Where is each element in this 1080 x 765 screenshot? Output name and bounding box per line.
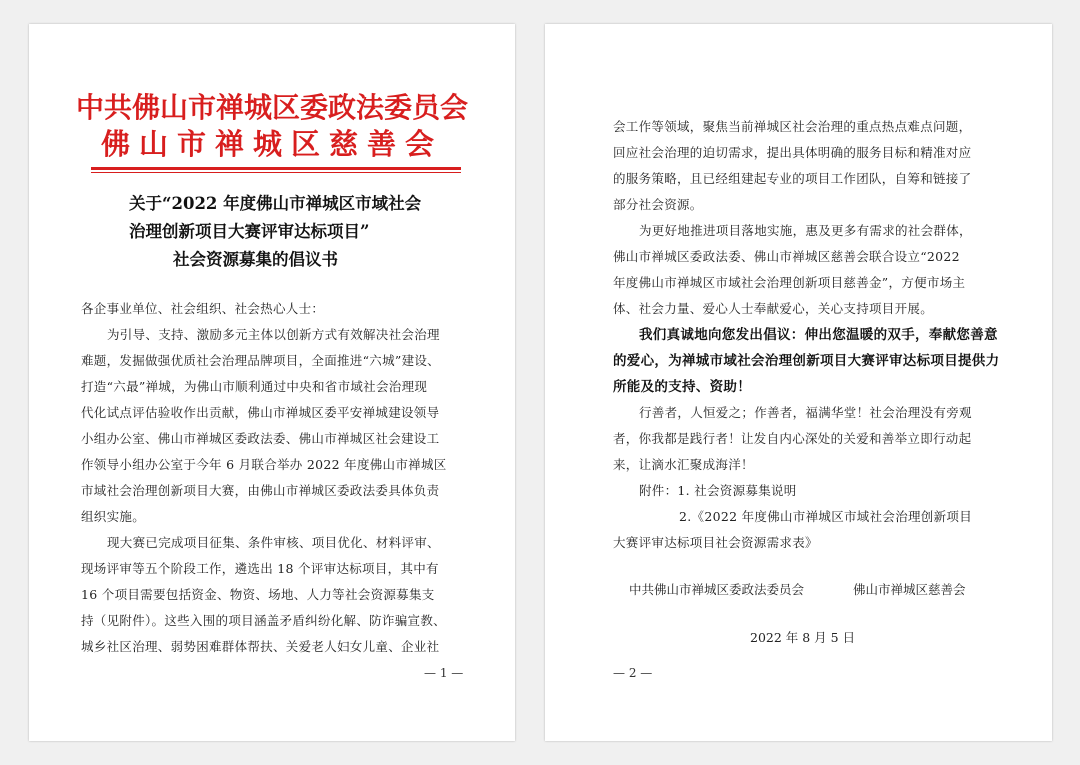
body-line: 小组办公室、佛山市禅城区委政法委、佛山市禅城区社会建设工 <box>81 431 440 446</box>
page-number: — 1 — <box>424 666 464 680</box>
body-line: 的服务策略，且已经组建起专业的项目工作团队，自筹和链接了 <box>613 171 972 186</box>
body-line: 现大赛已完成项目征集、条件审核、项目优化、材料评审、 <box>107 535 440 550</box>
body-line: 行善者，人恒爱之；作善者，福满华堂！社会治理没有旁观 <box>639 405 972 420</box>
title-line-3: 社会资源募集的倡议书 <box>173 250 338 269</box>
appeal-line: 我们真诚地向您发出倡议：伸出您温暖的双手，奉献您善意 <box>639 327 998 343</box>
body-line: 为更好地推进项目落地实施，惠及更多有需求的社会群体， <box>639 223 972 238</box>
body-line: 部分社会资源。 <box>613 197 703 212</box>
body-line: 者，你我都是践行者！让发自内心深处的关爱和善举立即行动起 <box>613 431 972 446</box>
title-line-2: 治理创新项目大赛评审达标项目” <box>129 222 370 241</box>
page-1-body <box>81 296 481 660</box>
body-line: 为引导、支持、激励多元主体以创新方式有效解决社会治理 <box>107 327 440 342</box>
red-divider-thick <box>91 167 461 170</box>
salutation: 各企事业单位、社会组织、社会热心人士： <box>81 301 325 316</box>
body-line: 城乡社区治理、弱势困难群体帮扶、关爱老人妇女儿童、企业社 <box>81 639 440 654</box>
document-page-2 <box>545 24 1052 741</box>
body-line: 佛山市禅城区委政法委、佛山市禅城区慈善会联合设立“2022 <box>613 249 960 264</box>
red-divider-thin <box>91 172 461 173</box>
body-line: 年度佛山市禅城区市域社会治理创新项目慈善金”，方便市场主 <box>613 275 966 290</box>
body-line: 持（见附件）。这些入围的项目涵盖矛盾纠纷化解、防诈骗宣教、 <box>81 613 446 628</box>
page-2-body <box>613 114 1013 556</box>
attachment-line-1: 附件：1. 社会资源募集说明 <box>639 483 797 498</box>
body-line: 代化试点评估验收作出贡献，佛山市禅城区委平安禅城建设领导 <box>81 405 440 420</box>
page-number: — 2 — <box>613 666 653 680</box>
signatory-charity: 佛山市禅城区慈善会 <box>853 582 966 597</box>
signatory-party-committee: 中共佛山市禅城区委政法委员会 <box>629 582 805 597</box>
body-line: 回应社会治理的迫切需求，提出具体明确的服务目标和精准对应 <box>613 145 972 160</box>
title-line-1: 关于“2022 年度佛山市禅城区市域社会 <box>129 194 422 213</box>
org-header-line-2: 佛山市禅城区慈善会 <box>100 127 443 161</box>
document-page-1 <box>29 24 515 741</box>
body-line: 组织实施。 <box>81 509 146 524</box>
body-line: 市域社会治理创新项目大赛，由佛山市禅城区委政法委具体负责 <box>81 483 440 498</box>
attachment-line-2: 2.《2022 年度佛山市禅城区市域社会治理创新项目 <box>679 509 973 524</box>
body-line: 作领导小组办公室于今年 6 月联合举办 2022 年度佛山市禅城区 <box>81 457 447 472</box>
body-line: 来，让滴水汇聚成海洋！ <box>613 457 754 472</box>
signature-date: 2022 年 8 月 5 日 <box>750 630 856 645</box>
document-title <box>129 190 449 274</box>
appeal-line: 的爱心，为禅城市域社会治理创新项目大赛评审达标项目提供力 <box>613 353 1000 369</box>
body-line: 打造“六最”禅城，为佛山市顺利通过中央和省市域社会治理现 <box>81 379 428 394</box>
attachment-line-3: 大赛评审达标项目社会资源需求表》 <box>613 535 818 550</box>
body-line: 16 个项目需要包括资金、物资、场地、人力等社会资源募集支 <box>81 587 435 602</box>
body-line: 现场评审等五个阶段工作，遴选出 18 个评审达标项目，其中有 <box>81 561 439 576</box>
body-line: 会工作等领域，聚焦当前禅城区社会治理的重点热点难点问题， <box>613 119 972 134</box>
org-header-line-1: 中共佛山市禅城区委政法委员会 <box>75 91 468 124</box>
appeal-line: 所能及的支持、资助！ <box>613 379 751 395</box>
body-line: 难题，发掘做强优质社会治理品牌项目，全面推进“六城”建设、 <box>81 353 440 368</box>
body-line: 体、社会力量、爱心人士奉献爱心，关心支持项目开展。 <box>613 301 934 316</box>
